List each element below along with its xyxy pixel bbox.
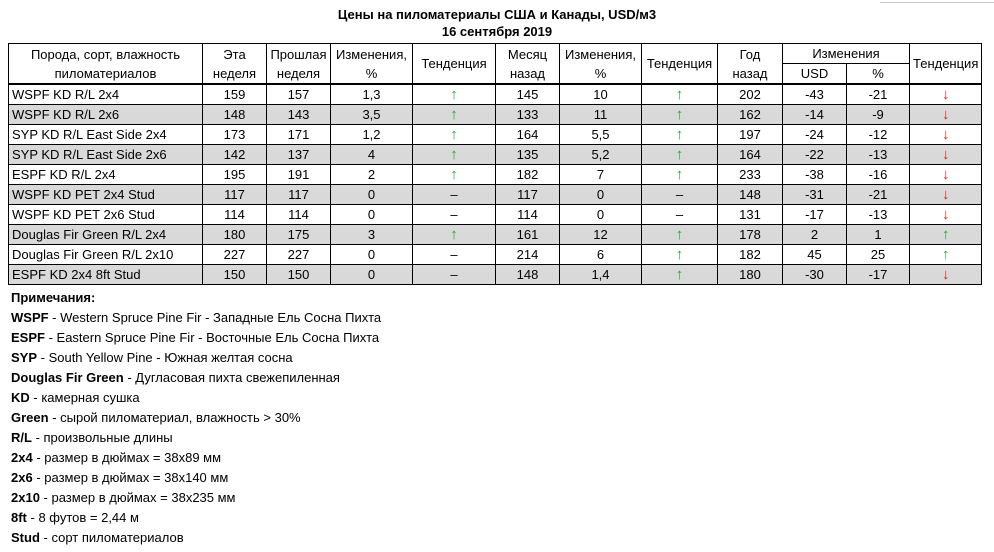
arrow-up-icon: ↑	[413, 165, 496, 185]
week-change-cell: 0	[331, 265, 413, 285]
arrow-down-icon: ↓	[910, 84, 982, 105]
note-item	[11, 508, 811, 528]
table-row	[9, 185, 982, 205]
year-pct-change-cell: -9	[847, 105, 910, 125]
this-week-cell: 114	[203, 205, 267, 225]
header-year-changes: Изменения	[783, 44, 910, 64]
month-change-cell: 12	[560, 225, 642, 245]
month-ago-cell: 114	[496, 205, 560, 225]
page-date: 16 сентября 2019	[441, 24, 553, 39]
year-pct-change-cell: -21	[847, 185, 910, 205]
year-pct-change-cell: -16	[847, 165, 910, 185]
month-change-cell: 10	[560, 84, 642, 105]
year-usd-change-cell: 45	[783, 245, 847, 265]
note-term: 2x6	[11, 470, 33, 485]
note-item	[11, 328, 811, 348]
note-item	[11, 408, 811, 428]
this-week-cell: 150	[203, 265, 267, 285]
month-ago-cell: 135	[496, 145, 560, 165]
month-ago-cell: 133	[496, 105, 560, 125]
species-cell: WSPF KD R/L 2x6	[9, 105, 203, 125]
note-description: - 8 футов = 2,44 м	[26, 510, 139, 525]
year-ago-cell: 182	[718, 245, 783, 265]
arrow-up-icon: ↑	[642, 125, 718, 145]
dash-icon: –	[413, 245, 496, 265]
arrow-up-icon: ↑	[642, 145, 718, 165]
dash-icon: –	[642, 205, 718, 225]
last-week-cell: 175	[267, 225, 331, 245]
note-description: - размер в дюймах = 38x140 мм	[32, 470, 229, 485]
year-usd-change-cell: -14	[783, 105, 847, 125]
year-pct-change-cell: -13	[847, 205, 910, 225]
table-row	[9, 105, 982, 125]
note-item	[11, 368, 811, 388]
table-row	[9, 225, 982, 245]
month-change-cell: 0	[560, 185, 642, 205]
arrow-down-icon: ↓	[910, 125, 982, 145]
arrow-up-icon: ↑	[413, 145, 496, 165]
note-term: 2x4	[11, 450, 33, 465]
note-item	[11, 468, 811, 488]
dash-icon: –	[413, 265, 496, 285]
note-item	[11, 348, 811, 368]
year-pct-change-cell: -12	[847, 125, 910, 145]
last-week-cell: 143	[267, 105, 331, 125]
header-this-week: Эта неделя	[203, 44, 267, 85]
year-usd-change-cell: -43	[783, 84, 847, 105]
table-row	[9, 165, 982, 185]
month-change-cell: 6	[560, 245, 642, 265]
last-week-cell: 227	[267, 245, 331, 265]
year-ago-cell: 202	[718, 84, 783, 105]
week-change-cell: 3,5	[331, 105, 413, 125]
arrow-up-icon: ↑	[642, 265, 718, 285]
this-week-cell: 227	[203, 245, 267, 265]
header-week-trend: Тенденция	[413, 44, 496, 85]
header-year-pct: %	[847, 64, 910, 85]
month-ago-cell: 145	[496, 84, 560, 105]
arrow-up-icon: ↑	[413, 225, 496, 245]
this-week-cell: 159	[203, 84, 267, 105]
arrow-down-icon: ↓	[910, 145, 982, 165]
week-change-cell: 2	[331, 165, 413, 185]
week-change-cell: 3	[331, 225, 413, 245]
note-term: Stud	[11, 530, 40, 545]
note-item	[11, 308, 811, 328]
this-week-cell: 142	[203, 145, 267, 165]
header-month-trend: Тенденция	[642, 44, 718, 85]
last-week-cell: 150	[267, 265, 331, 285]
species-cell: WSPF KD PET 2x4 Stud	[9, 185, 203, 205]
table-row	[9, 245, 982, 265]
table-row	[9, 125, 982, 145]
note-item	[11, 528, 811, 548]
year-usd-change-cell: -38	[783, 165, 847, 185]
month-ago-cell: 214	[496, 245, 560, 265]
decorative-line	[880, 2, 994, 3]
year-ago-cell: 180	[718, 265, 783, 285]
month-change-cell: 7	[560, 165, 642, 185]
year-pct-change-cell: -21	[847, 84, 910, 105]
header-month-ago: Месяц назад	[496, 44, 560, 85]
arrow-up-icon: ↑	[413, 105, 496, 125]
note-description: - произвольные длины	[31, 430, 173, 445]
note-term: KD	[11, 390, 30, 405]
species-cell: SYP KD R/L East Side 2x4	[9, 125, 203, 145]
arrow-up-icon: ↑	[642, 225, 718, 245]
note-term: R/L	[11, 430, 32, 445]
species-cell: ESPF KD R/L 2x4	[9, 165, 203, 185]
this-week-cell: 173	[203, 125, 267, 145]
month-change-cell: 11	[560, 105, 642, 125]
year-ago-cell: 197	[718, 125, 783, 145]
note-term: Green	[11, 410, 49, 425]
month-change-cell: 5,5	[560, 125, 642, 145]
note-term: SYP	[11, 350, 38, 365]
week-change-cell: 0	[331, 185, 413, 205]
year-ago-cell: 131	[718, 205, 783, 225]
month-change-cell: 1,4	[560, 265, 642, 285]
species-cell: ESPF KD 2x4 8ft Stud	[9, 265, 203, 285]
year-ago-cell: 148	[718, 185, 783, 205]
price-table	[8, 43, 982, 285]
arrow-up-icon: ↑	[642, 84, 718, 105]
header-year-usd: USD	[783, 64, 847, 85]
last-week-cell: 171	[267, 125, 331, 145]
this-week-cell: 117	[203, 185, 267, 205]
arrow-up-icon: ↑	[910, 245, 982, 265]
last-week-cell: 191	[267, 165, 331, 185]
year-usd-change-cell: 2	[783, 225, 847, 245]
header-year-ago: Год назад	[718, 44, 783, 85]
dash-icon: –	[642, 185, 718, 205]
year-usd-change-cell: -17	[783, 205, 847, 225]
note-term: 8ft	[11, 510, 27, 525]
note-description: - сорт пиломатериалов	[39, 530, 184, 545]
year-usd-change-cell: -31	[783, 185, 847, 205]
arrow-up-icon: ↑	[642, 245, 718, 265]
species-cell: SYP KD R/L East Side 2x6	[9, 145, 203, 165]
note-term: Douglas Fir Green	[11, 370, 124, 385]
year-ago-cell: 162	[718, 105, 783, 125]
note-description: - размер в дюймах = 38x235 мм	[39, 490, 236, 505]
month-change-cell: 5,2	[560, 145, 642, 165]
arrow-up-icon: ↑	[642, 105, 718, 125]
year-usd-change-cell: -24	[783, 125, 847, 145]
week-change-cell: 0	[331, 205, 413, 225]
notes-heading: Примечания:	[11, 290, 96, 305]
last-week-cell: 117	[267, 185, 331, 205]
year-usd-change-cell: -30	[783, 265, 847, 285]
header-year-trend: Тенденция	[910, 44, 982, 85]
month-ago-cell: 164	[496, 125, 560, 145]
note-description: - Дугласовая пихта свежепиленная	[123, 370, 340, 385]
year-pct-change-cell: 25	[847, 245, 910, 265]
month-change-cell: 0	[560, 205, 642, 225]
week-change-cell: 4	[331, 145, 413, 165]
arrow-down-icon: ↓	[910, 265, 982, 285]
header-week-change: Изменения, %	[331, 44, 413, 85]
dash-icon: –	[413, 205, 496, 225]
year-pct-change-cell: 1	[847, 225, 910, 245]
header-species: Порода, сорт, влажность пиломатериалов	[9, 44, 203, 85]
week-change-cell: 1,2	[331, 125, 413, 145]
note-description: - South Yellow Pine - Южная желтая сосна	[37, 350, 293, 365]
species-cell: WSPF KD PET 2x6 Stud	[9, 205, 203, 225]
year-ago-cell: 233	[718, 165, 783, 185]
arrow-down-icon: ↓	[910, 165, 982, 185]
species-cell: WSPF KD R/L 2x4	[9, 84, 203, 105]
page-title: Цены на пиломатериалы США и Канады, USD/м3	[337, 7, 657, 22]
dash-icon: –	[413, 185, 496, 205]
species-cell: Douglas Fir Green R/L 2x4	[9, 225, 203, 245]
last-week-cell: 157	[267, 84, 331, 105]
notes-section	[11, 288, 811, 548]
last-week-cell: 137	[267, 145, 331, 165]
week-change-cell: 1,3	[331, 84, 413, 105]
year-ago-cell: 164	[718, 145, 783, 165]
note-description: - камерная сушка	[29, 390, 140, 405]
week-change-cell: 0	[331, 245, 413, 265]
note-description: - Eastern Spruce Pine Fir - Восточные Ель Сосна Пихта	[44, 330, 380, 345]
year-ago-cell: 178	[718, 225, 783, 245]
arrow-up-icon: ↑	[642, 165, 718, 185]
arrow-down-icon: ↓	[910, 205, 982, 225]
arrow-up-icon: ↑	[413, 125, 496, 145]
this-week-cell: 195	[203, 165, 267, 185]
arrow-up-icon: ↑	[413, 84, 496, 105]
arrow-down-icon: ↓	[910, 105, 982, 125]
table-row	[9, 145, 982, 165]
species-cell: Douglas Fir Green R/L 2x10	[9, 245, 203, 265]
note-item	[11, 388, 811, 408]
note-term: 2x10	[11, 490, 40, 505]
this-week-cell: 148	[203, 105, 267, 125]
month-ago-cell: 182	[496, 165, 560, 185]
table-row	[9, 84, 982, 105]
table-row	[9, 205, 982, 225]
table-row	[9, 265, 982, 285]
note-description: - Western Spruce Pine Fir - Западные Ель Сосна Пихта	[48, 310, 382, 325]
header-month-change: Изменения, %	[560, 44, 642, 85]
note-item	[11, 488, 811, 508]
year-usd-change-cell: -22	[783, 145, 847, 165]
note-term: WSPF	[11, 310, 49, 325]
arrow-down-icon: ↓	[910, 185, 982, 205]
note-description: - сырой пиломатериал, влажность > 30%	[48, 410, 301, 425]
month-ago-cell: 161	[496, 225, 560, 245]
note-description: - размер в дюймах = 38x89 мм	[32, 450, 222, 465]
note-term: ESPF	[11, 330, 45, 345]
last-week-cell: 114	[267, 205, 331, 225]
month-ago-cell: 148	[496, 265, 560, 285]
this-week-cell: 180	[203, 225, 267, 245]
year-pct-change-cell: -17	[847, 265, 910, 285]
note-item	[11, 448, 811, 468]
year-pct-change-cell: -13	[847, 145, 910, 165]
header-last-week: Прошлая неделя	[267, 44, 331, 85]
note-item	[11, 428, 811, 448]
arrow-up-icon: ↑	[910, 225, 982, 245]
month-ago-cell: 117	[496, 185, 560, 205]
